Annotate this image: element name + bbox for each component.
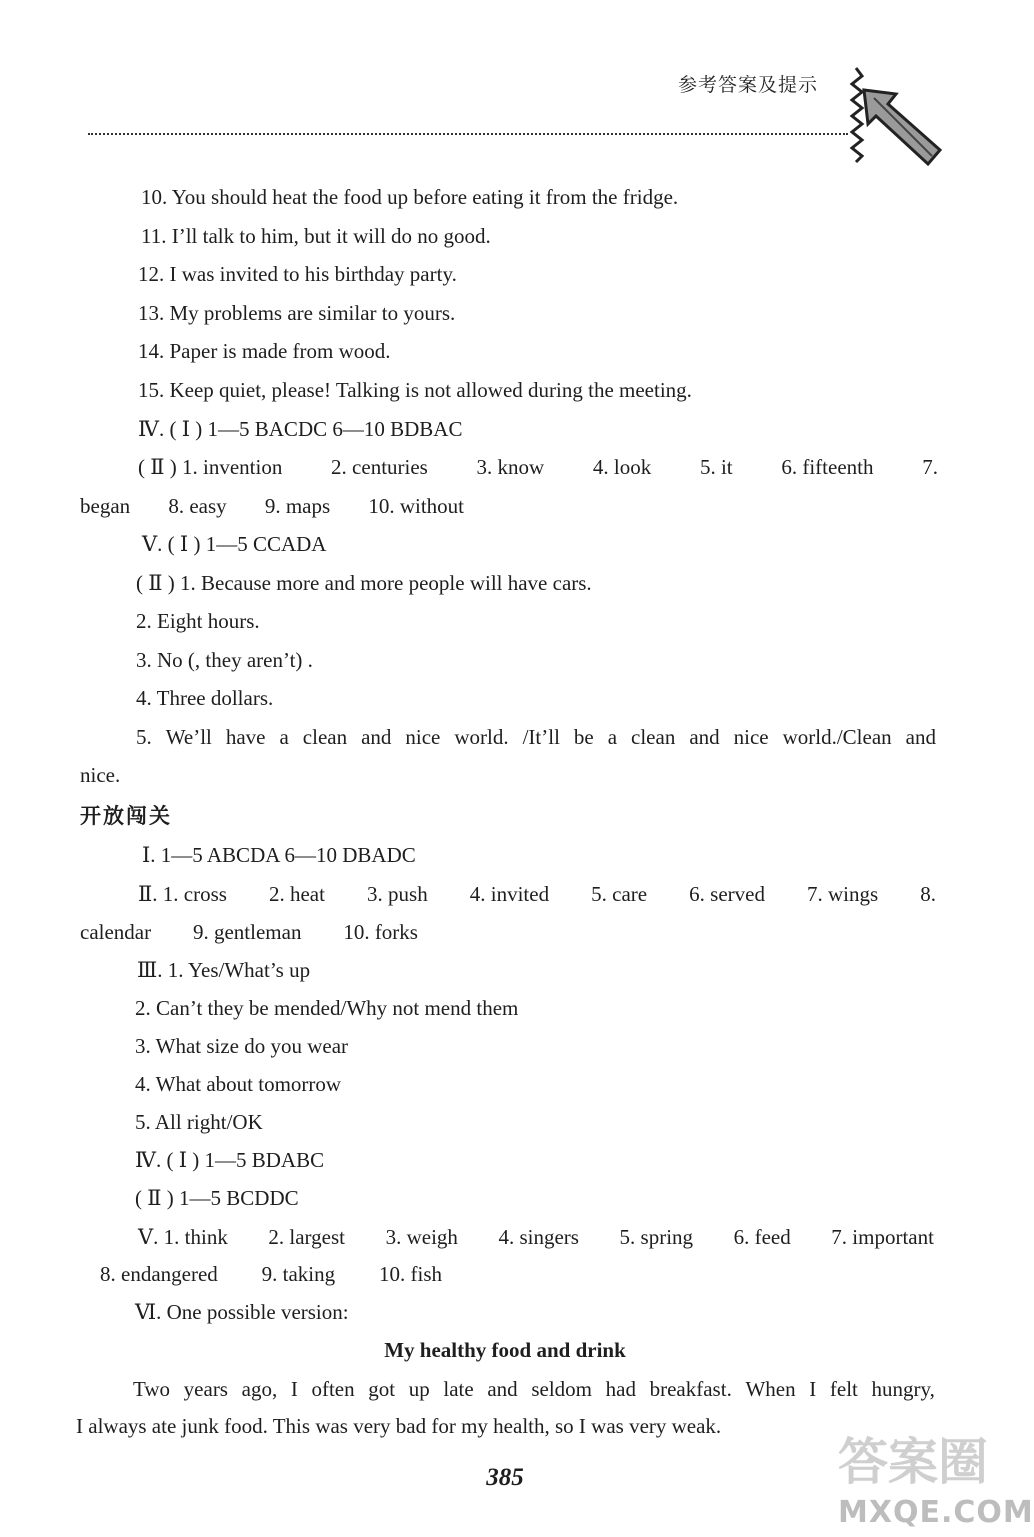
answer-item: 9. maps	[264, 494, 331, 518]
essay-word: often	[311, 1377, 355, 1401]
open-section-iv-part-2: ( Ⅱ ) 1—5 BCDDC	[135, 1186, 299, 1210]
answer-item: 9. taking	[261, 1262, 336, 1286]
answer-word: have	[225, 725, 266, 749]
answer-item: 10. forks	[343, 920, 418, 944]
essay-word: hungry,	[871, 1377, 935, 1401]
section-iv-part-2	[138, 455, 938, 479]
answer-item: 4. invited	[469, 882, 550, 906]
essay-word: ago,	[241, 1377, 278, 1401]
answer-word: a	[279, 725, 289, 749]
answer-word: and	[361, 725, 392, 749]
essay-word: seldom	[531, 1377, 592, 1401]
answer-word: and	[905, 725, 936, 749]
essay-word: I	[290, 1377, 298, 1401]
section-v-part-2-q3: 3. No (, they aren’t) .	[136, 648, 313, 672]
answer-item: 4. singers	[498, 1225, 579, 1249]
open-section-vi: Ⅵ. One possible version:	[135, 1300, 349, 1324]
open-section-iii-q3: 3. What size do you wear	[135, 1034, 349, 1058]
answer-word: nice	[405, 725, 441, 749]
essay-word: breakfast.	[649, 1377, 732, 1401]
answer-item: 3. weigh	[385, 1225, 458, 1249]
open-section-iii-q5: 5. All right/OK	[135, 1110, 263, 1134]
answer-line-14: 14. Paper is made from wood.	[138, 339, 391, 363]
section-iv-part-1: Ⅳ. ( Ⅰ ) 1—5 BACDC 6—10 BDBAC	[138, 417, 463, 441]
answer-item: ( Ⅱ ) 1. invention	[138, 455, 283, 479]
answer-line-12: 12. I was invited to his birthday party.	[138, 262, 457, 286]
answer-item: 6. feed	[733, 1225, 791, 1249]
essay-word: had	[605, 1377, 636, 1401]
answer-line-15: 15. Keep quiet, please! Talking is not allowed during the meeting.	[138, 378, 692, 402]
answer-word: and	[689, 725, 720, 749]
open-section-iv-part-1: Ⅳ. ( Ⅰ ) 1—5 BDABC	[135, 1148, 325, 1172]
open-section-ii	[138, 882, 936, 906]
answer-item: 3. push	[367, 882, 428, 906]
answer-item: 9. gentleman	[192, 920, 302, 944]
answer-word: 5.	[136, 725, 152, 749]
answer-item: 7. wings	[807, 882, 879, 906]
watermark-site-text: MXQE.COM	[838, 1495, 1034, 1530]
answer-item: Ⅴ. 1. think	[138, 1225, 228, 1249]
answer-word: world.	[454, 725, 509, 749]
answer-line-13: 13. My problems are similar to yours.	[138, 301, 456, 325]
section-iv-part-2-continued	[80, 494, 464, 518]
answer-item: calendar	[80, 920, 152, 944]
answer-item: Ⅱ. 1. cross	[138, 882, 227, 906]
essay-word: got	[368, 1377, 396, 1401]
open-section-iii-q2: 2. Can’t they be mended/Why not mend them	[135, 996, 519, 1020]
arrow-icon	[862, 88, 944, 168]
open-section-ii-continued	[80, 920, 418, 944]
section-v-part-1: Ⅴ. ( Ⅰ ) 1—5 CCADA	[142, 532, 327, 556]
essay-line-1	[133, 1377, 935, 1401]
essay-word: I	[809, 1377, 817, 1401]
section-v-part-2-q4: 4. Three dollars.	[136, 686, 274, 710]
section-v-part-2-q5	[136, 725, 936, 749]
section-v-part-2-q1: ( Ⅱ ) 1. Because more and more people will have cars.	[136, 571, 592, 595]
answer-word: We’ll	[165, 725, 212, 749]
answer-item: 7.	[922, 455, 938, 479]
open-section-title: 开放闯关	[80, 804, 172, 828]
answer-item: 10. without	[368, 494, 464, 518]
answer-item: 8. endangered	[100, 1262, 218, 1286]
answer-word: a	[607, 725, 618, 749]
answer-item: 5. care	[591, 882, 648, 906]
answer-item: 6. fifteenth	[781, 455, 874, 479]
header-dotted-rule	[88, 133, 848, 135]
open-section-v-continued	[100, 1262, 442, 1286]
answer-item: 2. largest	[268, 1225, 346, 1249]
answer-item: began	[80, 494, 131, 518]
answer-line-10: 10. You should heat the food up before eating it from the fridge.	[141, 185, 679, 209]
answer-item: 6. served	[689, 882, 765, 906]
essay-word: up	[408, 1377, 430, 1401]
answer-item: 2. centuries	[331, 455, 428, 479]
essay-line-2: I always ate junk food. This was very bad for my health, so I was very weak.	[76, 1414, 722, 1438]
open-section-iii-q4: 4. What about tomorrow	[135, 1072, 342, 1096]
answer-item: 8.	[920, 882, 936, 906]
answer-word: be	[573, 725, 594, 749]
section-v-part-2-q2: 2. Eight hours.	[136, 609, 260, 633]
open-section-v	[138, 1225, 934, 1249]
open-section-iii-q1: Ⅲ. 1. Yes/What’s up	[137, 958, 311, 982]
essay-word: Two	[133, 1377, 171, 1401]
answer-item: 10. fish	[379, 1262, 442, 1286]
answer-line-11: 11. I’ll talk to him, but it will do no good.	[141, 224, 491, 248]
answer-item: 7. important	[831, 1225, 934, 1249]
essay-word: When	[745, 1377, 796, 1401]
answer-item: 5. spring	[619, 1225, 694, 1249]
essay-word: and	[487, 1377, 518, 1401]
answer-word: /It’ll	[522, 725, 560, 749]
header-title: 参考答案及提示	[678, 74, 819, 96]
answer-word: nice	[733, 725, 769, 749]
open-section-i: Ⅰ. 1—5 ABCDA 6—10 DBADC	[142, 843, 416, 867]
answer-item: 4. look	[592, 455, 652, 479]
essay-title: My healthy food and drink	[384, 1338, 626, 1362]
answer-item: 8. easy	[168, 494, 227, 518]
page-number: 385	[486, 1464, 524, 1491]
answer-word: clean	[302, 725, 348, 749]
essay-word: years	[183, 1377, 228, 1401]
answer-item: 3. know	[476, 455, 545, 479]
section-v-part-2-q5-continued: nice.	[80, 763, 121, 787]
answer-item: 5. it	[699, 455, 733, 479]
watermark-chinese-text: 答案圈	[838, 1433, 988, 1491]
answer-item: 2. heat	[268, 882, 325, 906]
answer-word: world./Clean	[782, 725, 892, 749]
answer-word: clean	[631, 725, 676, 749]
watermark-logo	[830, 1422, 1034, 1532]
essay-word: late	[443, 1377, 474, 1401]
essay-word: felt	[829, 1377, 858, 1401]
